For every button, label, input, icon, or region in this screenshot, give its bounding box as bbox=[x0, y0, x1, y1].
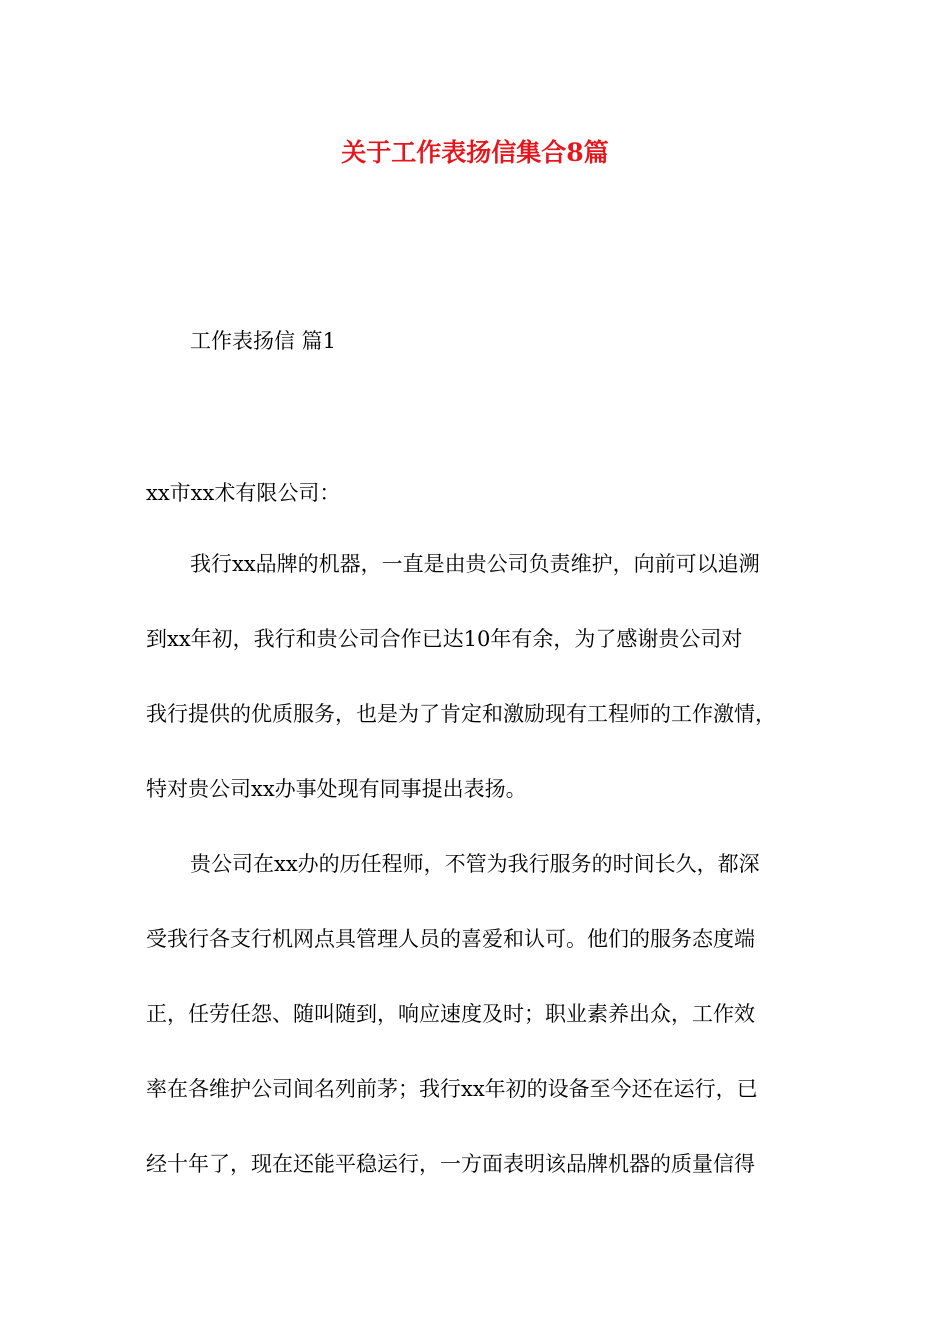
body-line: 我行提供的优质服务，也是为了肯定和激励现有工程师的工作激情， bbox=[146, 702, 776, 726]
body-line: 特对贵公司xx办事处现有同事提出表扬。 bbox=[146, 777, 527, 801]
body-line: 率在各维护公司间名列前茅；我行xx年初的设备至今还在运行，已 bbox=[146, 1077, 758, 1101]
body-line: 经十年了，现在还能平稳运行，一方面表明该品牌机器的质量信得 bbox=[146, 1152, 755, 1176]
body-line: 受我行各支行机网点具管理人员的喜爱和认可。他们的服务态度端 bbox=[146, 927, 755, 951]
salutation: xx市xx术有限公司： bbox=[146, 481, 341, 505]
document-title: 关于工作表扬信集合8篇 bbox=[341, 138, 609, 167]
body-line: 我行xx品牌的机器，一直是由贵公司负责维护，向前可以追溯 bbox=[190, 552, 760, 576]
body-line: 正，任劳任怨、随叫随到，响应速度及时；职业素养出众，工作效 bbox=[146, 1002, 755, 1026]
body-line: 贵公司在xx办的历任程师，不管为我行服务的时间长久，都深 bbox=[190, 852, 760, 876]
body-line: 到xx年初，我行和贵公司合作已达10年有余，为了感谢贵公司对 bbox=[146, 627, 743, 651]
section-heading: 工作表扬信 篇1 bbox=[190, 329, 337, 353]
